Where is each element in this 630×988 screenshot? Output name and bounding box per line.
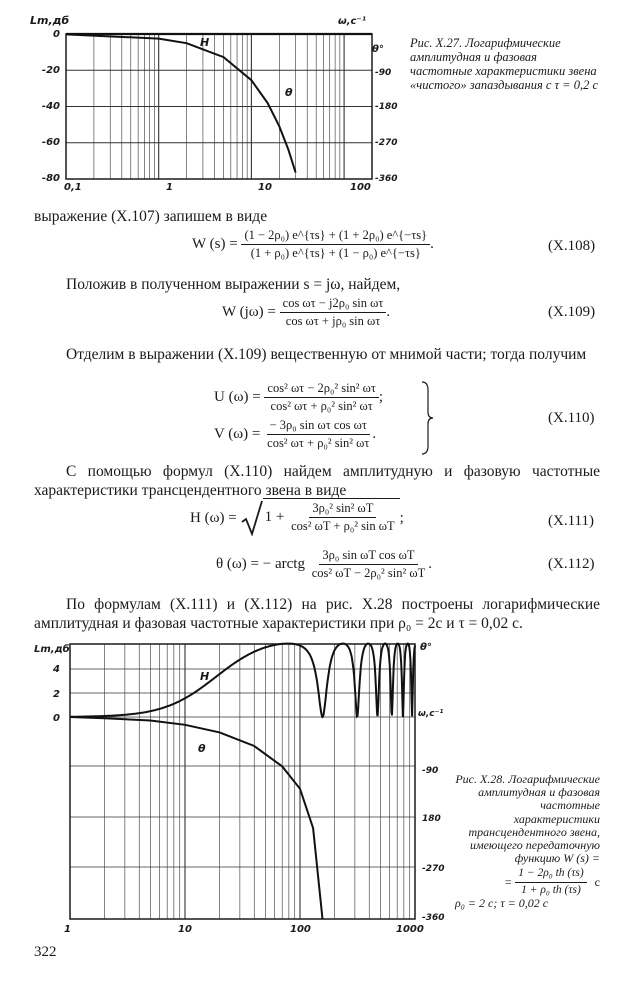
figure-x27 (20, 10, 400, 200)
fig28-caption: Рис. X.28. Логарифмические амплитудная и фазовая частотные характеристики трансцендентного звена, имеющего передаточную функцию W (s) = = $\frac{\text{1 − 2ρ₀ th (τs)}}{\text{1 + ρ₀ th (τs)}}$ c ρ₀ = 2 с; τ = 0,02 с (455, 772, 600, 910)
top-x-tick: 100 (350, 182, 371, 193)
top-x-tick: 0,1 (64, 182, 82, 193)
top-y-tick: -80 (41, 173, 60, 184)
eq110a-num: cos² ωτ − 2ρ₀² sin² ωτ (264, 381, 379, 398)
figure-x28 (30, 636, 450, 936)
eq112-num: 3ρ₀ sin ωT cos ωT (319, 548, 417, 565)
bot-y-label: Lm,дб (34, 644, 70, 655)
top-y-tick: -20 (41, 65, 60, 76)
bot-right-label: θ° (420, 642, 432, 653)
para-3: Отделим в выражении (X.109) вещественную от мнимой части; тогда получим (66, 346, 587, 363)
intro-line: выражение (X.107) запишем в виде (34, 208, 268, 225)
top-phase-tick: -90 (375, 68, 392, 78)
bot-phase-tick: -360 (422, 913, 445, 923)
top-y-label: Lm,дб (30, 14, 70, 27)
para-2: Положив в полученном выражении s = jω, найдем, (66, 276, 401, 293)
top-x-tick: 10 (258, 182, 272, 193)
top-y-tick: -40 (41, 101, 60, 112)
bot-grid (70, 644, 415, 919)
top-y-tick: 0 (53, 29, 60, 40)
eq110b-den: cos² ωτ + ρ₀² sin² ωτ (267, 436, 370, 450)
para-5: По формулам (X.111) и (X.112) на рис. X.28 построены логарифмические амплитудная и фазовая частотные характеристики при ρ₀ = 2c и τ = 0,02 с. (34, 596, 600, 632)
top-curve-theta (66, 34, 296, 172)
eq110b-num: − 3ρ₀ sin ωτ cos ωτ (267, 418, 370, 435)
eq109-num: cos ωτ − j2ρ₀ sin ωτ (280, 296, 387, 313)
bot-curve-label-theta: θ (198, 742, 206, 755)
bot-phase-tick: -90 (422, 766, 439, 776)
eq111-den: cos² ωT + ρ₀² sin ωT (291, 519, 395, 533)
eq-111: H (ω) = 1 + $\frac{\text{3ρ₀² sin² ωT}}{\text{cos² ωT + ρ₀² sin ωT}}$ ; (190, 500, 404, 536)
top-x-label: ω,c⁻¹ (338, 16, 367, 27)
top-phase-tick: -270 (375, 138, 398, 148)
para-4: С помощью формул (X.110) найдем амплитудную и фазовую частотные характеристики трансцендентного звена в виде (34, 463, 600, 499)
bot-y-tick: 4 (53, 664, 60, 675)
bot-x-label: ω,c⁻¹ (418, 709, 444, 719)
eq-110a: U (ω) = $\frac{\text{cos² ωτ − 2ρ₀² sin² ωτ}}{\text{cos² ωτ + ρ₀² sin² ωτ}}$ ; (214, 381, 384, 413)
eq-109: W (jω) = $\frac{\text{cos ωτ − j2ρ₀ sin ωτ}}{\text{cos ωτ + jρ₀ sin ωτ}}$ . (222, 296, 391, 328)
eq111-tag: (X.111) (548, 513, 594, 529)
eq-112: θ (ω) = − arctg $\frac{\text{3ρ₀ sin ωT cos ωT}}{\text{cos² ωT − 2ρ₀² sin² ωT}}$ . (216, 548, 432, 580)
top-phase-tick: -360 (375, 174, 398, 184)
fig27-caption: Рис. X.27. Логарифмические амплитудная и фазовая частотные характеристики звена «чистого» запаздывания с τ = 0,2 с (410, 36, 599, 92)
fig28-caption-den: 1 + ρ₀ th (τs) (521, 883, 581, 896)
sqrt-sign (241, 500, 263, 536)
eq108-tag: (X.108) (548, 238, 596, 254)
fig28-caption-num: 1 − 2ρ₀ th (τs) (515, 867, 586, 882)
bot-x-tick: 1000 (396, 924, 424, 935)
bot-curve-theta (70, 717, 323, 919)
top-curve-label-theta: θ (285, 86, 293, 99)
bot-curve-h (70, 644, 415, 718)
eq112-den: cos² ωT − 2ρ₀² sin² ωT (311, 566, 426, 580)
bot-frame (70, 644, 415, 919)
bot-y-tick: 2 (53, 689, 60, 700)
bot-curve-label-h: H (200, 670, 210, 683)
page-number: 322 (34, 944, 57, 960)
eq-108: W (s) = $\frac{\text{(1 − 2ρ₀) e\textasciicircum{}\{τs\} + (1 + 2ρ₀) e\textasciicircum{}\{−τs\}}}{\text{(1 + ρ₀) e\textasciicircum{}\{τs\} + (1 − ρ₀) e\textasciicircum{}\{−τs\}}}$ . (192, 228, 434, 260)
eq108-den: (1 + ρ₀) e^{τs} + (1 − ρ₀) e^{−τs} (250, 246, 421, 260)
eq112-tag: (X.112) (548, 556, 595, 572)
eq109-tag: (X.109) (548, 304, 596, 320)
bot-phase-tick: 180 (422, 814, 441, 824)
top-y-tick: -60 (41, 137, 60, 148)
eq110-brace (420, 380, 434, 456)
eq-110b: V (ω) = $\frac{\text{− 3ρ₀ sin ωτ cos ωτ}}{\text{cos² ωτ + ρ₀² sin² ωτ}}$ . (214, 418, 377, 450)
top-right-label: θ° (372, 44, 384, 55)
bot-x-tick: 100 (290, 924, 311, 935)
top-curve-label-h: H (200, 36, 210, 49)
eq110-tag: (X.110) (548, 410, 595, 426)
bot-phase-tick: -270 (422, 864, 445, 874)
eq108-num: (1 − 2ρ₀) e^{τs} + (1 + 2ρ₀) e^{−τs} (241, 228, 430, 245)
bot-x-tick: 10 (178, 924, 192, 935)
eq109-den: cos ωτ + jρ₀ sin ωτ (285, 314, 381, 328)
eq110a-den: cos² ωτ + ρ₀² sin² ωτ (270, 399, 373, 413)
top-x-tick: 1 (166, 182, 173, 193)
eq111-num: 3ρ₀² sin² ωT (309, 501, 376, 518)
bot-x-tick: 1 (64, 924, 71, 935)
top-phase-tick: -180 (375, 102, 398, 112)
bot-y-tick: 0 (53, 713, 60, 724)
